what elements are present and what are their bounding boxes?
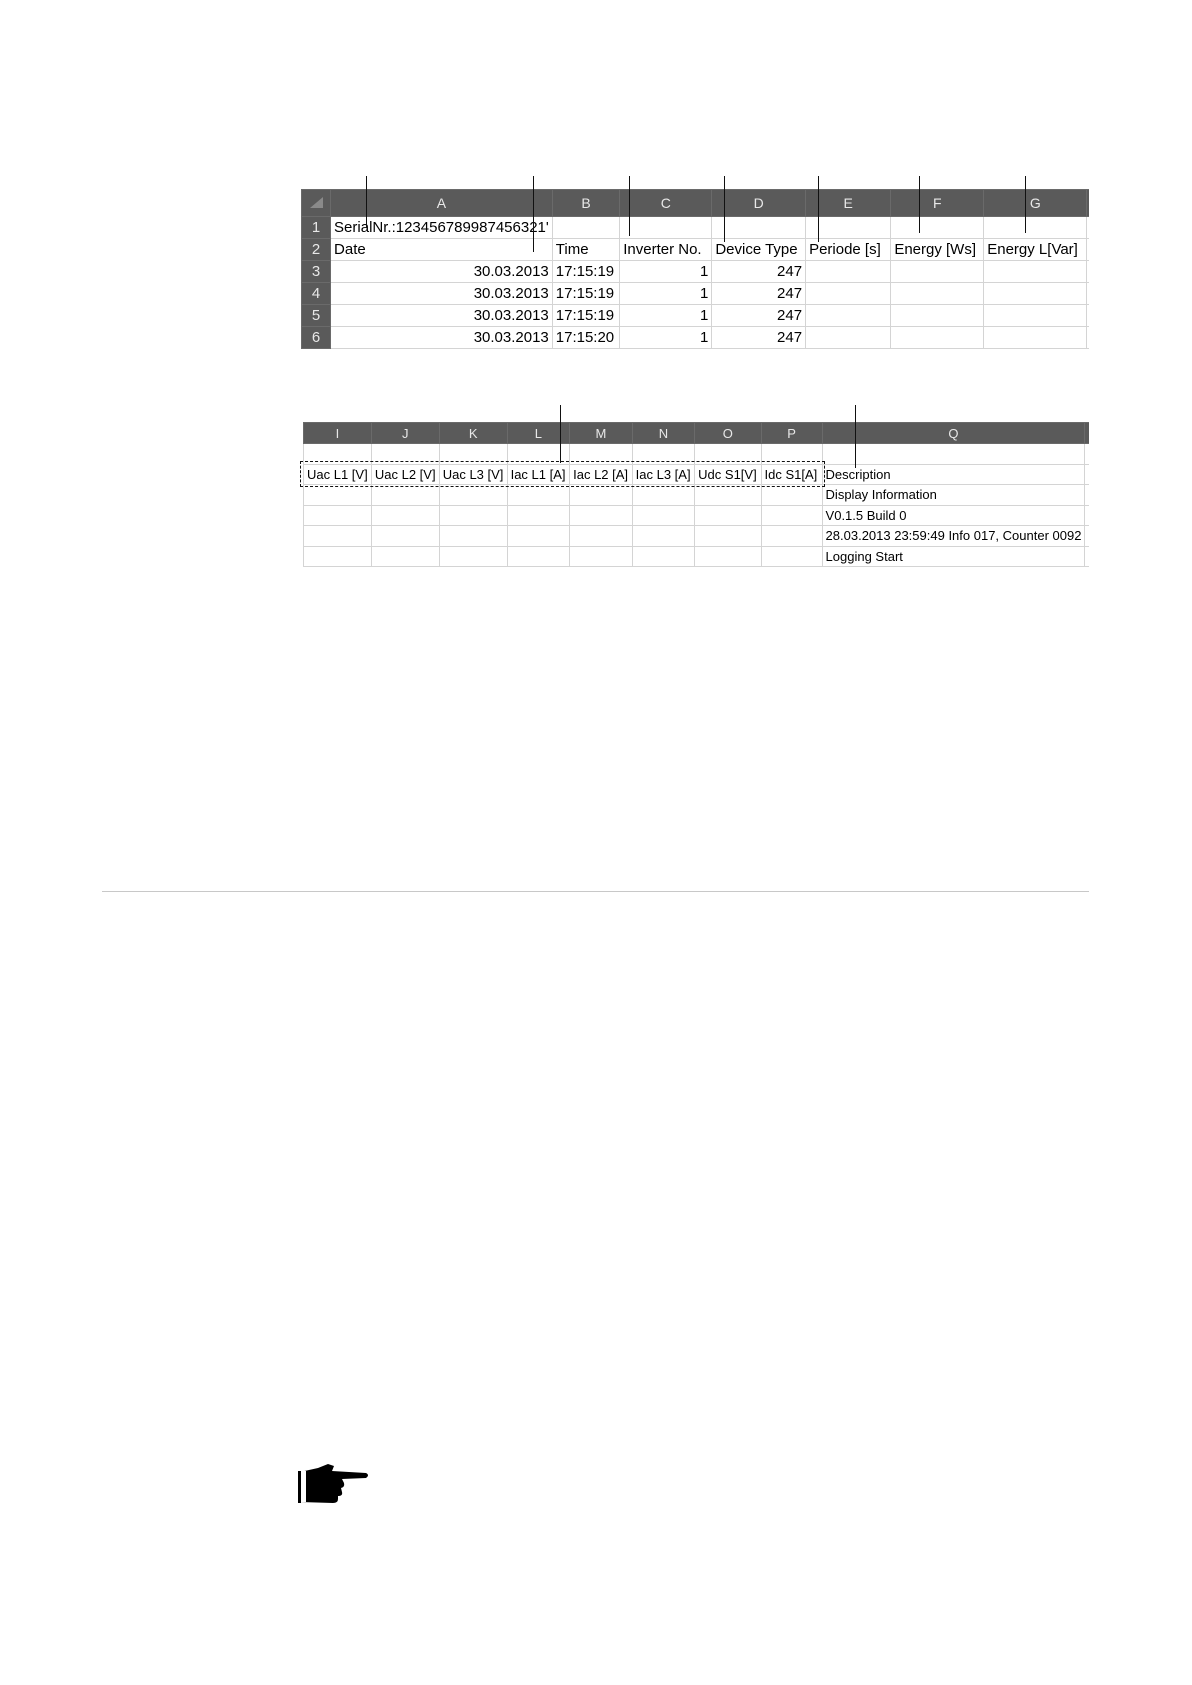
- callout-line-energy-l: [919, 176, 920, 233]
- column-header-k[interactable]: K: [439, 423, 507, 444]
- cell[interactable]: [439, 485, 507, 506]
- inverter-no-cell[interactable]: 1: [620, 327, 712, 349]
- row-header[interactable]: 6: [302, 327, 331, 349]
- cell[interactable]: [806, 305, 891, 327]
- table-row: [302, 327, 1192, 349]
- serial-number-cell[interactable]: SerialNr.:123456789987456321': [331, 217, 553, 239]
- table-row: [302, 305, 1192, 327]
- device-type-cell[interactable]: 247: [712, 305, 806, 327]
- header-cell-device-type[interactable]: Device Type: [712, 239, 806, 261]
- header-cell-uac-l3[interactable]: Uac L3 [V]: [439, 464, 507, 485]
- cell[interactable]: [632, 485, 695, 506]
- cell[interactable]: [439, 505, 507, 526]
- inverter-no-cell[interactable]: 1: [620, 283, 712, 305]
- cell[interactable]: [984, 217, 1087, 239]
- description-cell[interactable]: Display Information: [822, 485, 1085, 506]
- column-header-l[interactable]: L: [507, 423, 570, 444]
- cell[interactable]: [984, 261, 1087, 283]
- column-header-e[interactable]: E: [806, 190, 891, 217]
- table-row: [304, 526, 1192, 547]
- inverter-no-cell[interactable]: 1: [620, 305, 712, 327]
- row-header[interactable]: 3: [302, 261, 331, 283]
- table-row: [302, 239, 1192, 261]
- column-header-row: [302, 190, 1192, 217]
- crop-mask: [1089, 180, 1192, 580]
- column-header-c[interactable]: C: [620, 190, 712, 217]
- cell[interactable]: [371, 546, 439, 567]
- cell[interactable]: [570, 505, 633, 526]
- cell[interactable]: [891, 305, 984, 327]
- cell[interactable]: [439, 526, 507, 547]
- device-type-cell[interactable]: 247: [712, 327, 806, 349]
- time-cell[interactable]: 17:15:19: [552, 283, 619, 305]
- header-cell-iac-l2[interactable]: Iac L2 [A]: [570, 464, 633, 485]
- table-row: [304, 546, 1192, 567]
- cell[interactable]: [570, 526, 633, 547]
- column-header-d[interactable]: D: [712, 190, 806, 217]
- corner-triangle-icon: [307, 195, 325, 209]
- header-cell-uac-l2[interactable]: Uac L2 [V]: [371, 464, 439, 485]
- date-cell[interactable]: 30.03.2013: [331, 261, 553, 283]
- cell[interactable]: [371, 526, 439, 547]
- section-divider: [102, 891, 1089, 892]
- spreadsheet-bottom: [303, 422, 1192, 567]
- cell[interactable]: [507, 526, 570, 547]
- cell[interactable]: [891, 217, 984, 239]
- measurement-columns-highlight: [300, 461, 825, 487]
- callout-line-periode: [724, 176, 725, 242]
- spreadsheet-top: [301, 189, 1192, 349]
- column-header-q[interactable]: Q: [822, 423, 1085, 444]
- description-cell[interactable]: 28.03.2013 23:59:49 Info 017, Counter 0092: [822, 526, 1085, 547]
- cell[interactable]: [570, 546, 633, 567]
- column-header-g[interactable]: G: [984, 190, 1087, 217]
- cell[interactable]: [507, 505, 570, 526]
- table-row: [304, 485, 1192, 506]
- column-header-j[interactable]: J: [371, 423, 439, 444]
- cell[interactable]: [761, 485, 822, 506]
- callout-line-serial: [366, 176, 367, 228]
- column-header-p[interactable]: P: [761, 423, 822, 444]
- cell[interactable]: [620, 217, 712, 239]
- callout-line-measurements: [560, 405, 561, 463]
- cell[interactable]: [304, 485, 372, 506]
- cell[interactable]: [891, 327, 984, 349]
- cell[interactable]: [507, 546, 570, 567]
- cell[interactable]: [712, 217, 806, 239]
- date-cell[interactable]: 30.03.2013: [331, 305, 553, 327]
- cell[interactable]: [761, 505, 822, 526]
- time-cell[interactable]: 17:15:19: [552, 305, 619, 327]
- cell[interactable]: [695, 546, 761, 567]
- table-row: [302, 261, 1192, 283]
- cell[interactable]: [695, 526, 761, 547]
- cell[interactable]: [891, 283, 984, 305]
- cell[interactable]: [984, 305, 1087, 327]
- cell[interactable]: [507, 485, 570, 506]
- pointing-hand-icon: [298, 1462, 370, 1504]
- cell[interactable]: [891, 261, 984, 283]
- cell[interactable]: [806, 261, 891, 283]
- header-cell-inverter-no[interactable]: Inverter No.: [620, 239, 712, 261]
- date-cell[interactable]: 30.03.2013: [331, 283, 553, 305]
- description-cell[interactable]: Logging Start: [822, 546, 1085, 567]
- cell[interactable]: [304, 505, 372, 526]
- header-cell-udc-s1[interactable]: Udc S1[V]: [695, 464, 761, 485]
- description-cell[interactable]: V0.1.5 Build 0: [822, 505, 1085, 526]
- cell[interactable]: [304, 526, 372, 547]
- row-header[interactable]: 5: [302, 305, 331, 327]
- cell[interactable]: [806, 327, 891, 349]
- cell[interactable]: [371, 485, 439, 506]
- cell[interactable]: [552, 217, 619, 239]
- row-header[interactable]: 2: [302, 239, 331, 261]
- column-header-o[interactable]: O: [695, 423, 761, 444]
- row-header[interactable]: 1: [302, 217, 331, 239]
- column-header-m[interactable]: M: [570, 423, 633, 444]
- cell[interactable]: [761, 526, 822, 547]
- header-cell-energy[interactable]: Energy [Ws]: [891, 239, 984, 261]
- column-header-n[interactable]: N: [632, 423, 695, 444]
- cell[interactable]: [371, 505, 439, 526]
- header-cell-uac-l1[interactable]: Uac L1 [V]: [304, 464, 372, 485]
- callout-line-device-type: [629, 176, 630, 236]
- cell[interactable]: [570, 485, 633, 506]
- date-cell[interactable]: 30.03.2013: [331, 327, 553, 349]
- header-cell-date[interactable]: Date: [331, 239, 553, 261]
- table-row: [302, 217, 1192, 239]
- column-header-i[interactable]: I: [304, 423, 372, 444]
- table-row: [304, 505, 1192, 526]
- cell[interactable]: [822, 444, 1085, 465]
- time-cell[interactable]: 17:15:20: [552, 327, 619, 349]
- header-cell-time[interactable]: Time: [552, 239, 619, 261]
- device-type-cell[interactable]: 247: [712, 261, 806, 283]
- cell[interactable]: [439, 546, 507, 567]
- inverter-no-cell[interactable]: 1: [620, 261, 712, 283]
- column-header-row: [304, 423, 1192, 444]
- cell[interactable]: [695, 505, 761, 526]
- table-row: [302, 283, 1192, 305]
- column-header-a[interactable]: A: [331, 190, 553, 217]
- header-cell-periode[interactable]: Periode [s]: [806, 239, 891, 261]
- column-header-f[interactable]: F: [891, 190, 984, 217]
- callout-line-energy-c: [1025, 176, 1026, 233]
- callout-line-description: [855, 405, 856, 468]
- time-cell[interactable]: 17:15:19: [552, 261, 619, 283]
- header-cell-iac-l1[interactable]: Iac L1 [A]: [507, 464, 570, 485]
- cell[interactable]: [806, 283, 891, 305]
- cell[interactable]: [984, 283, 1087, 305]
- header-cell-description[interactable]: Description: [822, 464, 1085, 485]
- cell[interactable]: [632, 526, 695, 547]
- callout-line-inverter: [533, 176, 534, 252]
- header-cell-energy-l[interactable]: Energy L[Var]: [984, 239, 1087, 261]
- cell[interactable]: [984, 327, 1087, 349]
- cell[interactable]: [632, 505, 695, 526]
- header-cell-idc-s1[interactable]: Idc S1[A]: [761, 464, 822, 485]
- header-cell-iac-l3[interactable]: Iac L3 [A]: [632, 464, 695, 485]
- cell[interactable]: [304, 546, 372, 567]
- cell[interactable]: [695, 485, 761, 506]
- device-type-cell[interactable]: 247: [712, 283, 806, 305]
- row-header[interactable]: 4: [302, 283, 331, 305]
- cell[interactable]: [632, 546, 695, 567]
- column-header-b[interactable]: B: [552, 190, 619, 217]
- callout-line-energy: [818, 176, 819, 242]
- cell[interactable]: [761, 546, 822, 567]
- select-all-corner[interactable]: [302, 190, 331, 217]
